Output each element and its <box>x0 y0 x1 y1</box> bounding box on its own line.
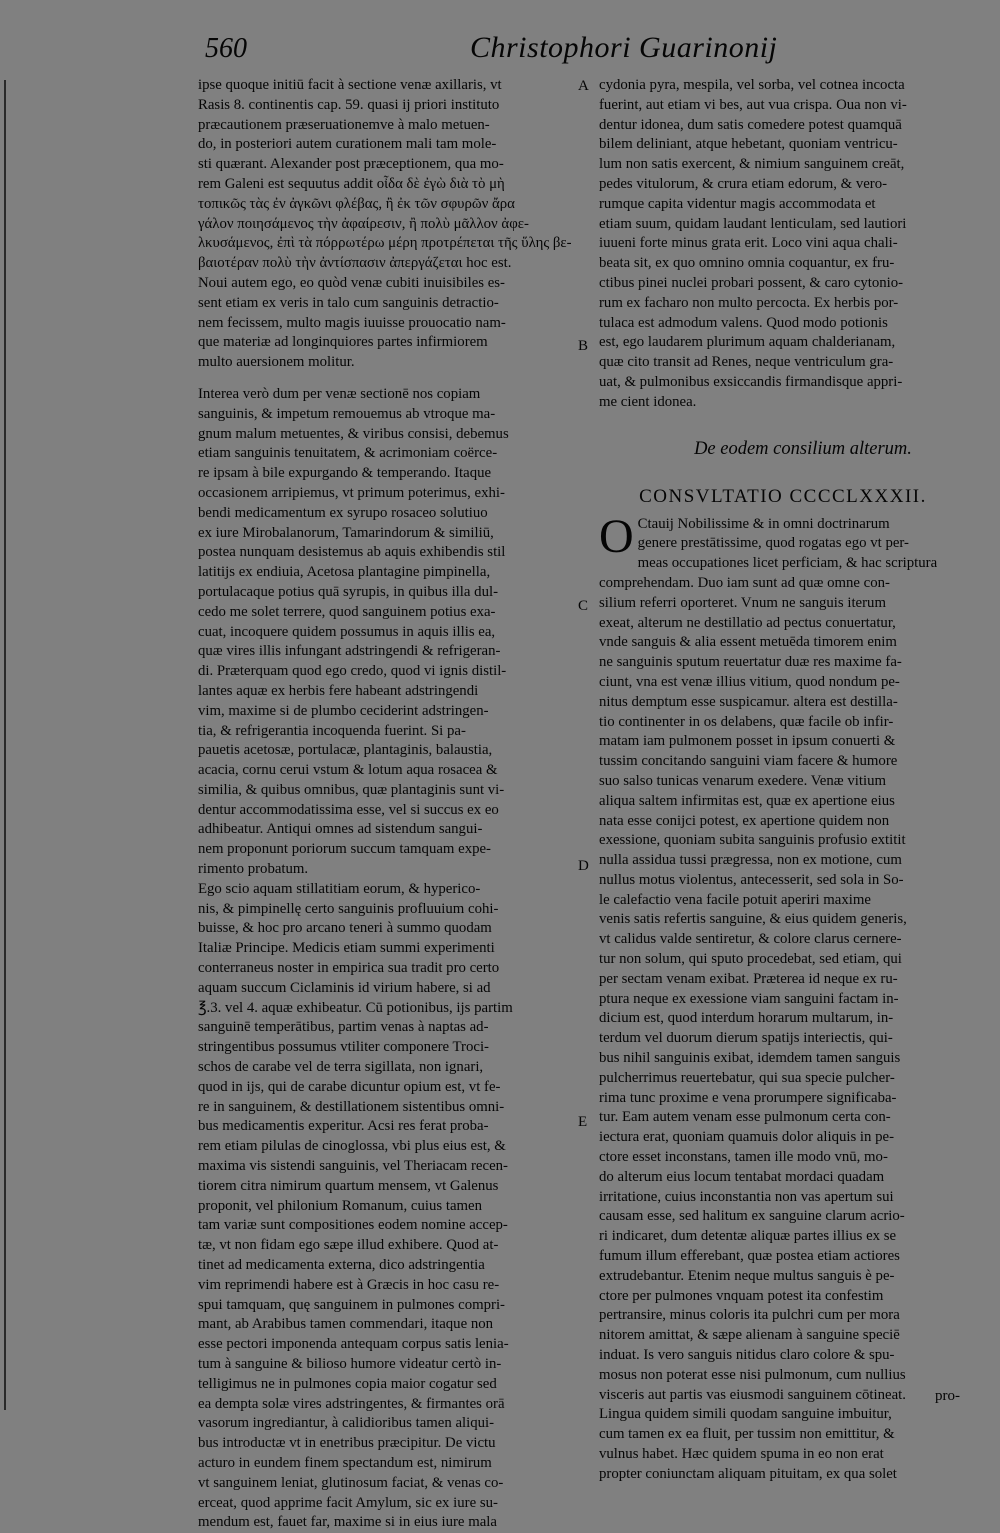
left-column-line: Ego scio aquam stillatitiam eorum, & hyperico- <box>198 880 481 897</box>
left-column-line: esse pectori imponenda antequam corpus satis lenia- <box>198 1336 509 1353</box>
left-column-line: bus introductæ vt in enetribus præcipitur. De victu <box>198 1435 496 1452</box>
left-column-line: bus medicamentis experitur. Acsi res ferat proba- <box>198 1118 489 1135</box>
right-column-top-line: est, ego laudarem plurimum aquam chalderianam, <box>599 334 896 351</box>
left-column-line: vt sanguinem leniat, glutinosum faciat, & venas co- <box>198 1474 504 1491</box>
consultation-body <box>599 509 967 1485</box>
consultation-body-line: nulla assidua tussi prægressa, non ex motione, cum <box>599 852 902 869</box>
left-column-line: multo auersionem molitur. <box>198 354 355 371</box>
left-column-line: rem Galeni est sequutus addit οἶδα δὲ ἐγὼ διὰ τὸ μὴ <box>198 175 505 192</box>
left-column-line: tinet ad medicamenta externa, dico adstringentia <box>198 1257 485 1274</box>
left-column-line: ipse quoque initiū facit à sectione venæ axillaris, vt <box>198 77 502 93</box>
consultation-body-line: iectura erat, quoniam quamuis dolor aliquis in pe- <box>599 1129 895 1146</box>
left-column-line: vim reprimendi habere est à Græcis in hoc casu re- <box>198 1276 500 1293</box>
left-column-line: mant, ab Arabibus tamen commendari, itaque non <box>198 1316 494 1333</box>
consultation-body-line: le calefactio vena facile potuit aperiri maxime <box>599 891 871 908</box>
consultation-body-line: irritatione, cuius inconstantia non vas apertum sui <box>599 1188 894 1205</box>
consultation-body-line: Ctauij Nobilissime & in omni doctrinarum <box>637 515 890 532</box>
consultation-body-line: mosus non poterat esse nisi pulmonum, cum nullius <box>599 1366 906 1383</box>
left-column-line: di. Præterquam quod ego credo, quod vi ignis distil- <box>198 663 507 680</box>
consultation-body-line: suo salso tunicas venarum exedere. Venæ vitium <box>599 772 886 789</box>
left-column-line: tia, & refrigerantia incoquenda fuerint. Si pa- <box>198 722 466 739</box>
consultation-body-line: comprehendam. Duo iam sunt ad quæ omne con- <box>599 574 890 591</box>
consultation-body-line: cum tamen ex ea fluit, per tussim non emittitur, & <box>599 1426 895 1443</box>
consultation-body-line: do alterum eius locum tentabat mordaci quadam <box>599 1168 885 1185</box>
left-column-line: schos de carabe vel de terra sigillata, non ignari, <box>198 1059 484 1076</box>
margin-letter-a: A <box>578 78 589 94</box>
consultation-body-line: pertransire, minus coloris ita pulchri cum per mora <box>599 1307 900 1324</box>
consultation-body-line: exessione, quoniam subita sanguinis profusio extitit <box>599 832 906 849</box>
consultation-body-line: fumum illum efferebant, quæ postea etiam actiores <box>599 1248 900 1265</box>
consultation-body-line: induat. Is vero sanguis nitidus claro colore & spu- <box>599 1347 895 1364</box>
left-column-line: Noui autem ego, eo quòd venæ cubiti inuisibiles es- <box>198 274 505 291</box>
consultation-body-line: exeat, alterum ne destillatio ad pectus conuertatur, <box>599 614 896 631</box>
consultation-body-line: vt calidus valde sentiretur, & colore clarus cernere- <box>599 931 902 948</box>
right-column-top-line: lum non satis exercent, & nimium sanguinem creāt, <box>599 156 905 173</box>
left-column-line: nem proponunt poriorum succum tamquam expe- <box>198 841 491 858</box>
section-heading: De eodem consilium alterum. <box>694 438 912 459</box>
margin-letter-c: C <box>578 598 589 614</box>
left-column-line: ex iure Mirobalanorum, Tamarindorum & similiū, <box>198 524 494 541</box>
left-column-line: vasorum ingrediantur, à calidioribus tamen aliqui- <box>198 1415 495 1432</box>
right-column-top-line: uat, & pulmonibus exsiccandis firmandisque appri- <box>599 373 903 390</box>
left-column-line: tæ, vt non fidam ego sæpe illud exhibere. Quod at- <box>198 1237 499 1254</box>
left-column-line: tum à sanguine & bilioso humore videatur certò in- <box>198 1356 502 1372</box>
left-column-line: re ipsam à bile expurgando & temperando. Itaque <box>198 465 492 482</box>
left-column-line: lantes aquæ ex herbis fere habeant adstringendi <box>198 682 479 699</box>
left-column-line: acacia, cornu cerui vstum & lotum aqua rosacea & <box>198 762 498 779</box>
left-column-line: occasionem arripiemus, vt primum poterimus, exhi- <box>198 484 505 501</box>
consultation-body-line: bus nihil sanguinis exibat, idemdem tamen sanguis <box>599 1050 901 1067</box>
right-column-top-line: rum ex facharo non multo percocta. Ex herbis por- <box>599 294 899 311</box>
left-column-line: cuat, incoquere quidem possumus in aquis illis ea, <box>198 623 496 640</box>
consultation-body-line: nata esse conijci potest, ex apertione quidem non <box>599 812 890 829</box>
left-column-line: βαιοτέραν πολὺ τὴν ἀντίσπασιν ἀπεργάζεται hoc est. <box>198 255 512 272</box>
left-column-line: nis, & pimpinellę certo sanguinis profluuium cohi- <box>198 900 499 917</box>
catchword: pro- <box>935 1388 960 1404</box>
consultation-body-line: nitus demptum esse suspicamur. altera est destilla- <box>599 693 898 710</box>
left-column-line: mendum est, fauet far, maxime si in eius iure mala <box>198 1514 497 1531</box>
left-column-line: λκυσάμενος, ἐπὶ τὰ πόρρωτέρω μέρη προτρέπεται τῆς ὕλης βε- <box>198 235 572 252</box>
right-column-top-line: beata sit, ex quo omnino omnia coquantur, ex fru- <box>599 255 895 272</box>
left-column-line: conterraneus noster in empirica sua tradit pro certo <box>198 960 500 977</box>
right-column-top <box>599 76 967 413</box>
left-column-line: stringentibus possumus vtiliter componere Troci- <box>198 1039 489 1056</box>
right-column-top-line: dentur idonea, dum satis comedere potest quamquā <box>599 116 902 133</box>
right-column-top-line: quæ cito transit ad Renes, neque ventriculum gra- <box>599 354 894 371</box>
consultation-body-line: tur non solum, qui sputo procedebat, sed etiam, qui <box>599 951 902 968</box>
left-column-line: τοπικῶς τὰς ἐν ἀγκῶνι φλέβας, ἢ ἐκ τῶν σφυρῶν ἄρα <box>198 195 515 212</box>
consultation-body-line: tio continenter in os delabens, quæ facile ob infir- <box>599 713 894 730</box>
consultation-body-line: venis satis refertis sanguine, & eius quidem generis, <box>599 911 907 928</box>
left-column-line: spui tamquam, quę sanguinem in pulmones compri- <box>198 1296 505 1313</box>
consultation-body-line: terdum vel duorum dierum spatijs interiectis, qui- <box>599 1030 893 1047</box>
left-column-line: re in sanguinem, & destillationem sistentibus omni- <box>198 1098 505 1115</box>
consultation-body-line: nitorem amittat, & sæpe alienam à sanguine speciē <box>599 1327 900 1344</box>
left-column-line: vim, maxime si de plumbo ceciderint adstringen- <box>198 702 489 719</box>
consultation-body-line: visceris aut partis vas eiusmodi sanguinem cōtineat. <box>599 1386 906 1403</box>
left-column-line: similia, & quibus omnibus, quæ plantaginis sunt vi- <box>198 781 505 798</box>
consultation-body-line: meas occupationes licet perficiam, & hac scriptura <box>637 555 938 572</box>
consultation-body-line: matam iam pulmonem posset in ipsum conuerti & <box>599 733 896 750</box>
consultation-body-line: nullus motus violentus, antecesserit, sed sola in So- <box>599 871 904 888</box>
right-column-top-line: rumque capita videntur magis accommodata et <box>599 195 876 212</box>
left-column-line: Rasis 8. continentis cap. 59. quasi ij priori instituto <box>198 96 500 113</box>
consultation-body-line: genere prestātissime, quod rogatas ego vt per- <box>637 535 909 552</box>
left-column-line: postea nunquam desistemus ab aquis exhibendis stil <box>198 544 506 561</box>
left-column-line: tiorem citra nimirum quartum mensem, vt Galenus <box>198 1177 499 1194</box>
left-column-line: rem etiam pilulas de cinoglossa, vbi plus eius est, & <box>198 1138 506 1155</box>
right-column-top-line: me cient idonea. <box>599 393 697 410</box>
right-column-top-line: cydonia pyra, mespila, vel sorba, vel cotnea incocta <box>599 77 905 93</box>
consultation-body-line: ctore per pulmones vnquam potest ita confestim <box>599 1287 884 1304</box>
left-column-line: sti quærant. Alexander post præceptionem, qua mo- <box>198 156 504 173</box>
consultation-body-line: Lingua quidem simili quodam sanguine imbuitur, <box>599 1406 892 1423</box>
consultation-body-line: pulcherrimus reuertebatur, qui sua specie pulcher- <box>599 1069 895 1086</box>
left-column-line: erceat, quod apprime facit Amylum, sic ex iure su- <box>198 1494 498 1511</box>
consultation-body-line: dicium est, quod interdum horarum multarum, in- <box>599 1010 894 1027</box>
left-column-line: nem fecissem, multo magis iuuisse prouocatio nam- <box>198 314 506 331</box>
consultation-body-line: ptura neque ex exessione viam sanguini factam in- <box>599 990 899 1007</box>
left-column-line: portulacaque potius quā syrupis, in quibus illa dul- <box>198 583 499 600</box>
left-column-line: do, in posteriori autem curationem mali tam mole- <box>198 136 497 153</box>
page-number: 560 <box>205 33 247 64</box>
left-column-line: que materiæ ad longinquiores partes infirmiorem <box>198 334 488 351</box>
right-column <box>599 76 967 1485</box>
left-column-line: acturo in eundem finem spectandum est, nimirum <box>198 1454 492 1471</box>
right-column-top-line: ctibus pinei nuclei probari possent, & caro cytonio- <box>599 274 904 291</box>
left-column-line: præcautionem præseruationemve à malo metuen- <box>198 116 490 133</box>
left-column-line: cedo me solet terrere, quod sanguinem potius exa- <box>198 603 496 620</box>
binding-rule <box>4 80 6 1410</box>
consultation-body-line: tur. Eam autem venam esse pulmonum certa con- <box>599 1109 891 1126</box>
left-column-line <box>198 373 574 385</box>
right-column-top-line: etiam suum, quidam laudant lenticulam, sed lautiori <box>599 215 907 232</box>
consultation-body-line: propter coniunctam aliquam pituitam, ex qua solet <box>599 1465 897 1482</box>
left-column-line: γάλον ποιησάμενος τὴν ἀφαίρεσιν, ἢ πολὺ μᾶλλον ἀφε- <box>198 215 529 232</box>
left-column-line: pauetis acetosæ, portulacæ, plantaginis, balaustia, <box>198 742 493 759</box>
right-column-top-line: iuueni forte minus grata erit. Loco vini aqua chali- <box>599 235 898 252</box>
right-column-top-line: pedes vitulorum, & crura etiam edorum, & vero- <box>599 175 888 192</box>
consultation-body-line: per sectam venam exibat. Præterea id neque ex ru- <box>599 970 898 987</box>
left-column-line: aquam succum Ciclaminis id virium habere, si ad <box>198 979 491 996</box>
left-column-line: etiam sanguinis tenuitatem, & acrimoniam coërce- <box>198 445 498 462</box>
consultation-body-line: ctore esset inconstans, tamen ille modo vnū, mo- <box>599 1149 888 1166</box>
left-column-line: adhibeatur. Antiqui omnes ad sistendum sangui- <box>198 821 483 838</box>
left-column-line: rimento probatum. <box>198 861 309 878</box>
consultation-body-line: extrudebantur. Etenim neque multus sanguis è pe- <box>599 1267 895 1284</box>
consultation-title: CONSVLTATIO CCCCLXXXII. <box>639 485 927 507</box>
consultation-body-line: aliqua saltem infirmitas est, quæ ex apertione eius <box>599 792 895 809</box>
consultation-body-line: tussim concitando sanguini viam facere & humore <box>599 753 898 770</box>
left-column-line: telligimus ne in pulmones copia maior cogatur sed <box>198 1375 497 1392</box>
left-column-line: bendi medicamentum ex syrupo rosaceo solutiuo <box>198 504 488 521</box>
left-column-line: Italiæ Principe. Medicis etiam summi experimenti <box>198 940 495 957</box>
consultation-body-line: vulnus habet. Hæc quidem spuma in eo non erat <box>599 1446 884 1462</box>
left-column-line: quæ vires illis infungant adstringendi & refrigeran- <box>198 643 501 660</box>
margin-letter-d: D <box>578 858 589 874</box>
left-column-line: Interea verò dum per venæ sectionē nos copiam <box>198 385 481 402</box>
margin-letter-b: B <box>578 338 589 354</box>
consultation-body-line: causam esse, sed halitum ex sanguine clarum acrio- <box>599 1208 905 1225</box>
right-column-top-line: tulaca est admodum valens. Quod modo potionis <box>599 314 888 331</box>
consultation-body-line: rima tunc proxime e vena prorumpere significaba- <box>599 1089 897 1106</box>
left-column-line: ℥.3. vel 4. aquæ exhibeatur. Cū potionibus, ijs partim <box>198 999 513 1016</box>
consultation-body-line: vnde sanguis & alia essent metuēda timorem enim <box>599 634 897 651</box>
consultation-body-line: ciunt, vna est venæ illius vitium, quod nondum pe- <box>599 673 900 690</box>
left-column-line: buisse, & hoc pro arcano teneri à summo quodam <box>198 920 492 937</box>
consultation-body-line: silium referri oporteret. Vnum ne sanguis iterum <box>599 594 886 611</box>
left-column-line: maxima vis sistendi sanguinis, vel Theriacam recen- <box>198 1158 508 1175</box>
left-column-line: gnum malum metuentes, & viribus consisi, debemus <box>198 425 509 442</box>
left-column-line: sanguinis, & impetum remouemus ab vtroque ma- <box>198 405 496 422</box>
left-column-line: proponit, vel philonium Romanum, cuius tamen <box>198 1197 482 1214</box>
left-column-line: sent etiam ex veris in talo cum sanguinis detractio- <box>198 294 499 311</box>
left-column-line: quod in ijs, qui de carabe dicuntur opium est, vt fe- <box>198 1078 501 1095</box>
consultation-body-line: ri indicaret, dum detentæ aliquæ partes illius ex se <box>599 1228 897 1245</box>
drop-cap: O <box>599 509 634 563</box>
margin-letter-e: E <box>578 1114 588 1130</box>
left-column-line: latitijs ex endiuia, Acetosa plantagine pimpinella, <box>198 564 491 581</box>
left-column-line: ea dempta solæ vires adstringentes, & firmantes orā <box>198 1395 505 1412</box>
consultation-body-line: ne sanguinis sputum reuertatur duæ res maxime fa- <box>599 654 902 671</box>
left-column-line: tam variæ sunt compositiones eodem nomine accep- <box>198 1217 508 1234</box>
right-column-top-line: bilem deliniant, atque hebetant, quoniam ventricu- <box>599 136 898 153</box>
left-column-line: dentur accommodatissima esse, vel si succus ex eo <box>198 801 499 818</box>
left-column-line: sanguinē temperātibus, partim venas à naptas ad- <box>198 1019 489 1036</box>
right-column-top-line: fuerint, aut etiam vi bes, aut vua crispa. Oua non vi- <box>599 96 907 113</box>
running-head: Christophori Guarinonij <box>470 31 778 64</box>
left-column <box>198 76 574 1533</box>
